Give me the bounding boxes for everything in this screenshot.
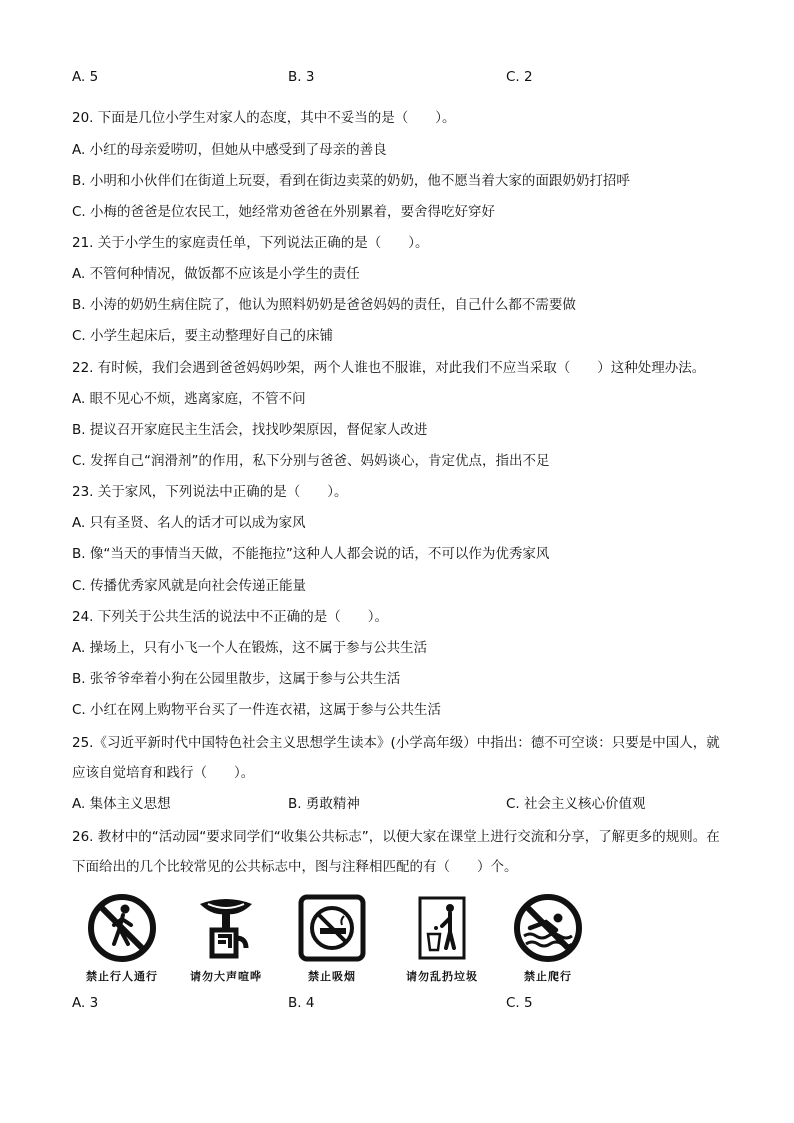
public-signs bbox=[72, 892, 592, 988]
sign-quiet-please bbox=[176, 892, 276, 984]
q22-option-b: B. 提议召开家庭民主生活会，找找吵架原因，督促家人改进 bbox=[72, 422, 428, 438]
q25-stem: 25.《习近平新时代中国特色社会主义思想学生读本》(小学高年级）中指出：德不可空谈：只要是中国人，就应该自觉培育和践行（ ）。 bbox=[72, 735, 720, 781]
q24-option-b: B. 张爷爷牵着小狗在公园里散步，这属于参与公共生活 bbox=[72, 671, 401, 687]
sign-caption: 禁止吸烟 bbox=[308, 970, 356, 983]
q21-option-c: C. 小学生起床后，要主动整理好自己的床铺 bbox=[72, 328, 334, 344]
no-swimming-icon bbox=[512, 892, 584, 964]
q22-option-c: C. 发挥自己“润滑剂”的作用，私下分别与爸爸、妈妈谈心，肯定优点，指出不足 bbox=[72, 453, 550, 469]
no-smoking-icon bbox=[296, 892, 368, 964]
q23-option-b: B. 像“当天的事情当天做，不能拖拉”这种人人都会说的话，不可以作为优秀家风 bbox=[72, 546, 550, 562]
no-littering-icon bbox=[406, 892, 478, 964]
q23-option-c: C. 传播优秀家风就是向社会传递正能量 bbox=[72, 578, 307, 594]
sign-no-smoking bbox=[282, 892, 382, 984]
q19-option-c: C. 2 bbox=[506, 69, 533, 85]
sign-no-swimming bbox=[498, 892, 598, 984]
no-pedestrians-icon bbox=[86, 892, 158, 964]
q24-stem: 24. 下列关于公共生活的说法中不正确的是（ ）。 bbox=[72, 609, 389, 625]
q25-option-c: C. 社会主义核心价值观 bbox=[506, 796, 646, 812]
q26-option-a: A. 3 bbox=[72, 995, 99, 1011]
q26-stem: 26. 教材中的“活动园“要求同学们“收集公共标志”，以便大家在课堂上进行交流和分享，了解更多的规则。在下面给出的几个比较常见的公共标志中，图与注释相匹配的有（ ）个。 bbox=[72, 829, 720, 875]
q24-option-c: C. 小红在网上购物平台买了一件连衣裙，这属于参与公共生活 bbox=[72, 702, 442, 718]
sign-no-pedestrians bbox=[72, 892, 172, 984]
q23-stem: 23. 关于家风，下列说法中正确的是（ ）。 bbox=[72, 484, 348, 500]
q19-option-a: A. 5 bbox=[72, 69, 99, 85]
q19-option-b: B. 3 bbox=[288, 69, 315, 85]
q23-option-a: A. 只有圣贤、名人的话才可以成为家风 bbox=[72, 515, 306, 531]
q21-option-a: A. 不管何种情况，做饭都不应该是小学生的责任 bbox=[72, 266, 360, 282]
q19-options bbox=[72, 66, 732, 88]
q20-option-b: B. 小明和小伙伴们在街道上玩耍，看到在街边卖菜的奶奶，他不愿当着大家的面跟奶奶打招呼 bbox=[72, 173, 630, 189]
q24-option-a: A. 操场上，只有小飞一个人在锻炼，这不属于参与公共生活 bbox=[72, 640, 428, 656]
q25-option-b: B. 勇敢精神 bbox=[288, 796, 360, 812]
q21-stem: 21. 关于小学生的家庭责任单，下列说法正确的是（ ）。 bbox=[72, 235, 429, 251]
q21-option-b: B. 小涛的奶奶生病住院了，他认为照料奶奶是爸爸妈妈的责任，自己什么都不需要做 bbox=[72, 297, 576, 313]
sign-caption: 请勿大声喧哗 bbox=[190, 970, 262, 983]
q22-stem: 22. 有时候，我们会遇到爸爸妈妈吵架，两个人谁也不服谁，对此我们不应当采取（ ）这种处理办法。 bbox=[72, 360, 706, 376]
q25-options bbox=[72, 793, 732, 815]
sign-caption: 禁止行人通行 bbox=[86, 970, 158, 983]
q26-option-b: B. 4 bbox=[288, 995, 315, 1011]
q20-option-c: C. 小梅的爸爸是位农民工，她经常劝爸爸在外别累着，要舍得吃好穿好 bbox=[72, 204, 496, 220]
q22-option-a: A. 眼不见心不烦，逃离家庭，不管不问 bbox=[72, 391, 306, 407]
sign-caption: 禁止爬行 bbox=[524, 970, 572, 983]
q20-option-a: A. 小红的母亲爱唠叨，但她从中感受到了母亲的善良 bbox=[72, 142, 387, 158]
sign-no-littering bbox=[392, 892, 492, 984]
sign-caption: 请勿乱扔垃圾 bbox=[406, 970, 478, 983]
q26-option-c: C. 5 bbox=[506, 995, 533, 1011]
q26-options bbox=[72, 992, 732, 1014]
q25-option-a: A. 集体主义思想 bbox=[72, 796, 171, 812]
q20-stem: 20. 下面是几位小学生对家人的态度，其中不妥当的是（ ）。 bbox=[72, 110, 456, 126]
quiet-please-icon bbox=[190, 892, 262, 964]
